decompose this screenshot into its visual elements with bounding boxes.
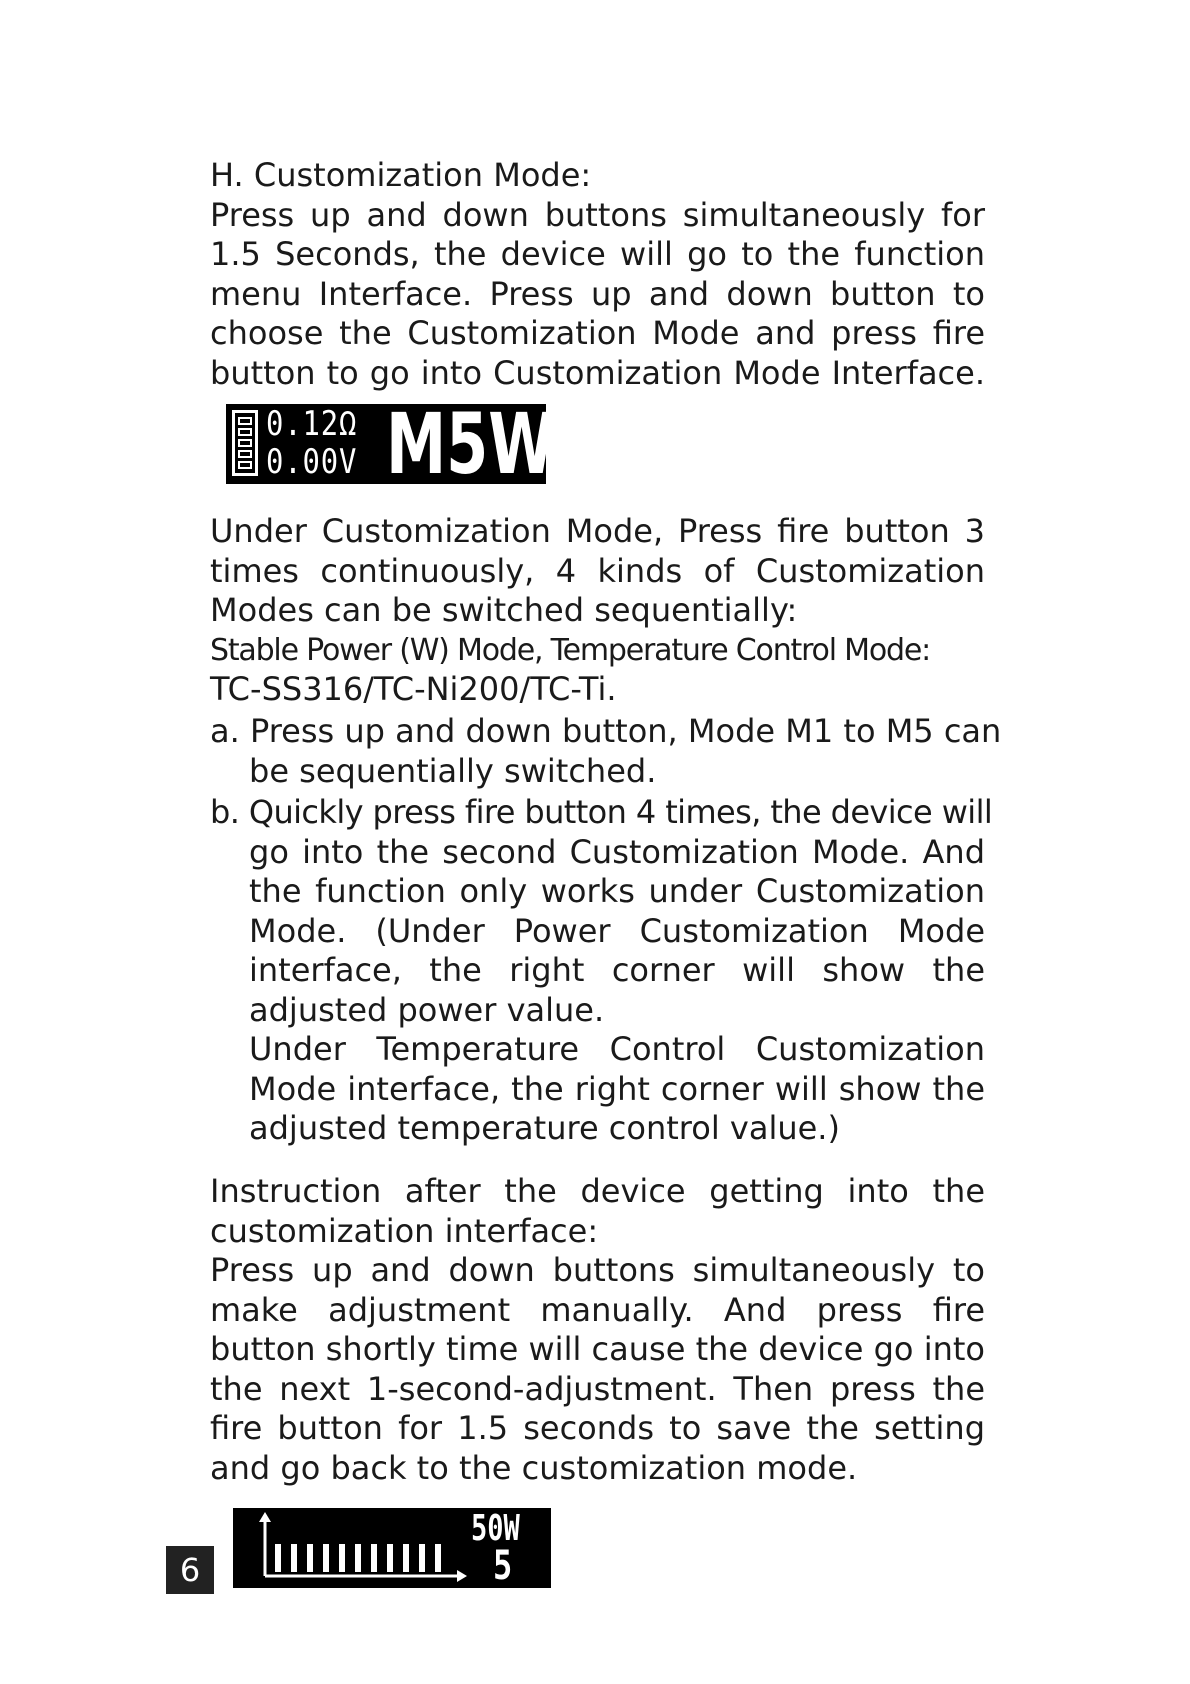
section-h bbox=[210, 156, 985, 393]
device-display-adjustment bbox=[233, 1508, 551, 1588]
battery-icon bbox=[232, 410, 258, 476]
text-line: b. Quickly press fire button 4 times, the device will bbox=[210, 793, 993, 831]
text-line: adjusted temperature control value.) bbox=[249, 1109, 840, 1147]
modes-list-line: Stable Power (W) Mode, Temperature Control Mode: bbox=[210, 632, 931, 668]
text-line: a. Press up and down button, Mode M1 to M5 can bbox=[210, 712, 1002, 750]
text-line: Mode. (Under Power Customization Mode bbox=[249, 911, 985, 950]
seconds-readout: 5 bbox=[493, 1543, 513, 1589]
resistance-readout: 0.12Ω bbox=[266, 404, 358, 444]
modes-list-line: TC-SS316/TC-Ni200/TC-Ti. bbox=[210, 670, 617, 708]
power-readout: 50W bbox=[471, 1508, 520, 1549]
text-line: choose the Customization Mode and press fire bbox=[210, 314, 985, 352]
text-line: go into the second Customization Mode. And bbox=[249, 832, 985, 871]
up-arrow-icon bbox=[259, 1512, 271, 1522]
adjustment-bar bbox=[275, 1544, 281, 1572]
under-section bbox=[210, 512, 985, 710]
device-display-mode bbox=[226, 395, 555, 493]
text-line: interface, the right corner will show the bbox=[249, 951, 985, 989]
text-line: Modes can be switched sequentially: bbox=[210, 591, 798, 629]
adjustment-bar bbox=[323, 1544, 329, 1572]
adjustment-bar bbox=[339, 1544, 345, 1572]
text-line: Under Customization Mode, Press fire button 3 bbox=[210, 512, 985, 550]
adjustment-bars bbox=[275, 1544, 441, 1572]
text-line: Instruction after the device getting into the bbox=[210, 1172, 985, 1210]
text-line: Under Temperature Control Customization bbox=[249, 1030, 985, 1068]
voltage-readout: 0.00V bbox=[266, 442, 358, 482]
text-line: menu Interface. Press up and down button to bbox=[210, 274, 985, 313]
text-line: customization interface: bbox=[210, 1211, 599, 1250]
section-heading: H. Customization Mode: bbox=[210, 156, 592, 194]
text-line: make adjustment manually. And press fire bbox=[210, 1290, 985, 1329]
item-b bbox=[210, 793, 993, 1149]
instruction-section bbox=[210, 1172, 985, 1488]
text-line: button to go into Customization Mode Interface. bbox=[210, 353, 985, 392]
adjustment-bar bbox=[435, 1544, 441, 1572]
adjustment-bar bbox=[387, 1544, 393, 1572]
text-line: the function only works under Customization bbox=[249, 872, 985, 910]
adjustment-bar bbox=[419, 1544, 425, 1572]
text-line: Press up and down buttons simultaneously for bbox=[210, 195, 985, 234]
adjustment-bar bbox=[403, 1544, 409, 1572]
page-number: 6 bbox=[166, 1546, 214, 1594]
adjustment-bar bbox=[371, 1544, 377, 1572]
mode-readout: M5W bbox=[386, 395, 555, 493]
text-line: times continuously, 4 kinds of Customization bbox=[210, 551, 985, 590]
text-line: Press up and down buttons simultaneously to bbox=[210, 1251, 985, 1289]
right-arrow-icon bbox=[457, 1570, 467, 1582]
text-line: Mode interface, the right corner will show the bbox=[249, 1069, 985, 1108]
adjustment-bar bbox=[307, 1544, 313, 1572]
item-a bbox=[210, 712, 1000, 791]
text-line: fire button for 1.5 seconds to save the setting bbox=[210, 1409, 985, 1447]
text-line: adjusted power value. bbox=[249, 990, 605, 1029]
text-line: and go back to the customization mode. bbox=[210, 1448, 858, 1487]
text-line: button shortly time will cause the device go into bbox=[210, 1330, 985, 1368]
adjustment-bar bbox=[355, 1544, 361, 1572]
text-line: 1.5 Seconds, the device will go to the function bbox=[210, 235, 985, 273]
text-line: the next 1-second-adjustment. Then press the bbox=[210, 1369, 985, 1408]
adjustment-bar bbox=[291, 1544, 297, 1572]
text-line: be sequentially switched. bbox=[249, 751, 657, 790]
